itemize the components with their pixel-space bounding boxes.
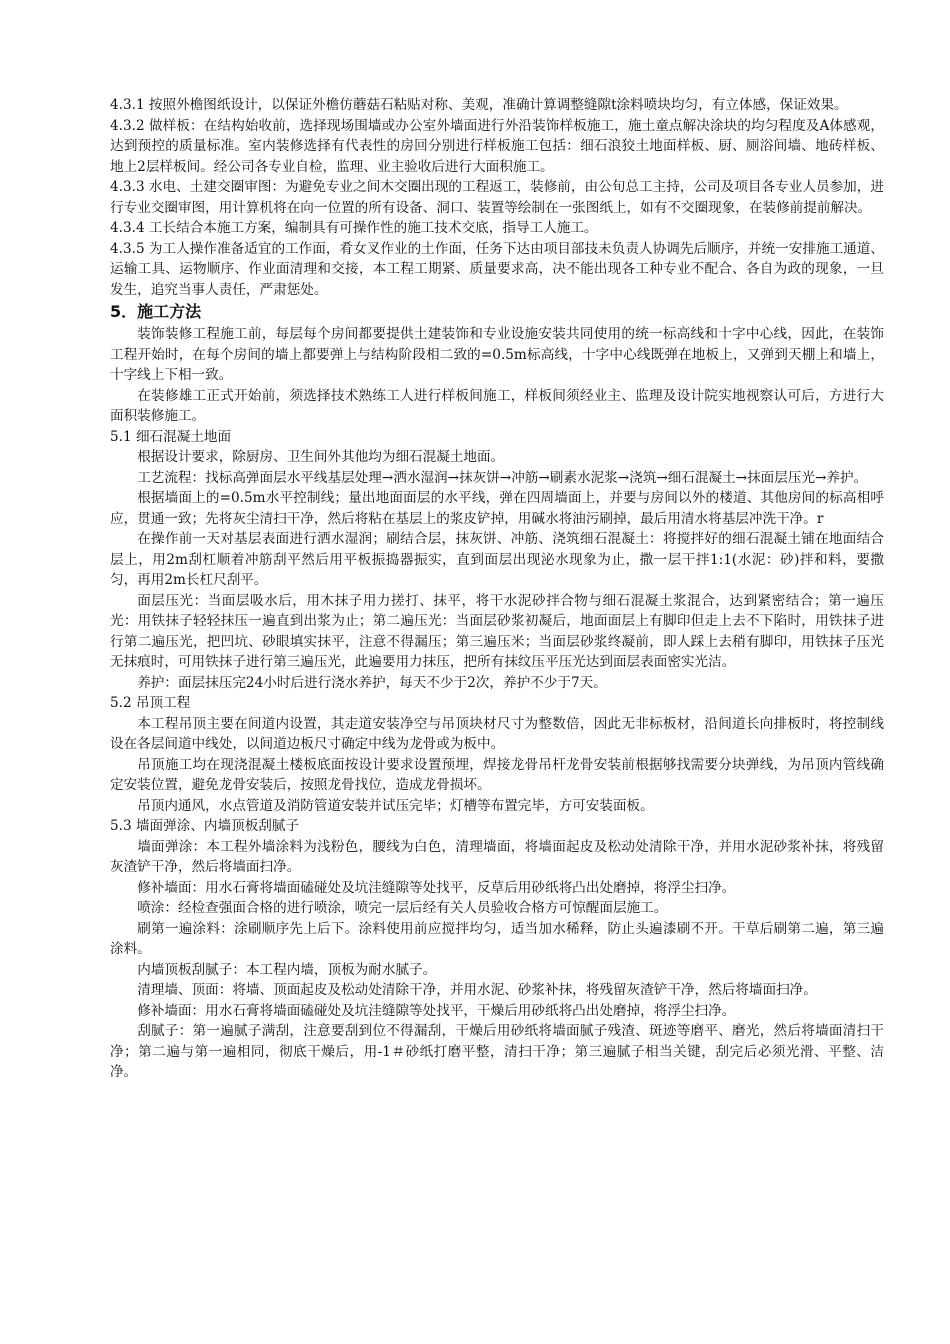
paragraph-5-3-h: 刮腻子：第一遍腻子满刮，注意要刮到位不得漏刮，干燥后用砂纸将墙面腻子残渣、斑迹等磨平、磨光，然后将墙面清扫干净；第二遍与第一遍相同，彻底干燥后，用-1＃砂纸打磨平整，清扫干净；第三遍腻子相当关键，刮完后必须光滑、平整、洁净。 [110,1023,884,1080]
paragraph-5-3-d: 刷第一遍涂料：涂刷顺序先上后下。涂料使用前应搅拌均匀，适当加水稀释，防止头遍漆刷不开。干草后刷第二遍，第三遍涂料。 [110,920,884,957]
paragraph-5-1-e: 面层压光：当面层吸水后，用木抹子用力搓打、抹平，将干水泥砂拌合物与细石混凝土浆混合，达到紧密结合；第一遍压光：用铁抹子轻轻抹压一遍直到出浆为止；第二遍压光：当面层砂浆初凝后，地面面层上有脚印但走上去不下陷时，用铁抹子进行第二遍压光，把凹坑、砂眼填实抹平，注意不得漏压；第三遍压米；当面层砂浆终凝前，即人踩上去稍有脚印，用铁抹子压光无抹痕时，可用铁抹子进行第三遍压光，此遍要用力抹压，把所有抹纹压平压光达到面层表面密实光洁。 [110,592,884,670]
paragraph-5-intro-1: 装饰装修工程施工前，每层每个房间都要提供土建装饰和专业设施安装共同使用的统一标高线和十字中心线，因此，在装饰工程开始时，在每个房间的墙上都要弹上与结构阶段相二致的=0.5m标高线，十字中心线既弹在地板上，又弹到天棚上和墙上，十字线上下相一致。 [110,326,884,383]
paragraph-5-3-g: 修补墙面：用水石膏将墙面磕碰处及坑洼缝隙等处找平，干燥后用砂纸将凸出处磨掉，将浮尘扫净。 [137,1002,736,1019]
paragraph-4-3-2: 4.3.2 做样板：在结构始收前，选择现场围墙或办公室外墙面进行外沿装饰样板施工，施土童点解决涂块的均匀程度及A体感观，达到预控的质量标准。室内装修选择有代表性的房回分别进行样板施工包括：细石浪狡土地面样板、厨、厕浴间墙、地砖样板、地上2层样板间。经公司各专业自检，监理、业主验收后进行大面积施工。 [110,117,884,175]
paragraph-4-3-5: 4.3.5 为工人操作准备适宜的工作面，肴女叉作业的土作面，任务下达由项目部技未负责人协调先后顺序，并统一安排施工通道、运输工具、运物顺序、作业面清理和交接，本工程工期紧、质量要求高，决不能出现各工种专业不配合、各自为政的现象，一旦发生，追究当事人责任，严肃惩处。 [110,240,884,298]
paragraph-5-1-f: 养护：面层抹压完24小时后进行浇水养护，每天不少于2次，养护不少于7天。 [137,674,607,691]
subsection-heading-5-1: 5.1 细石混凝土地面 [110,428,232,445]
paragraph-5-3-f: 清理墙、顶面：将墙、顶面起皮及松动处清除干净，并用水泥、砂浆补抹，将残留灰渣铲干净，然后将墙面扫净。 [137,982,817,998]
paragraph-5-3-a: 墙面弹涂：本工程外墙涂料为浅粉色，腰线为白色，清理墙面，将墙面起皮及松动处清除干净，并用水泥砂浆补抹，将残留灰渣铲干净，然后将墙面扫净。 [110,838,884,875]
paragraph-4-3-3: 4.3.3 水电、土建交圈审图：为避免专业之间木交圈出现的工程返工，装修前，由公旬总工主持，公司及项目各专业人员参加，进行专业交圈审图，用计算机将在向一位置的所有设备、洞口、装置等绘制在一张图纸上，如有不交圈现象，在装修前提前解决。 [110,179,884,216]
section-heading-5: 5．施工方法 [110,302,202,321]
paragraph-5-1-a: 根据设计要求，除厨房、卫生间外其他均为细石混凝土地面。 [137,449,505,465]
subsection-heading-5-2: 5.2 吊顶工程 [110,695,191,711]
paragraph-5-3-e: 内墙顶板刮腻子：本工程内墙，顶板为耐水腻子。 [137,961,437,978]
paragraph-5-2-c: 吊顶内通风，水点管道及消防管道安装并试压完毕；灯槽等布置完毕，方可安装面板。 [137,797,654,814]
paragraph-5-3-b: 修补墙面：用水石膏将墙面磕碰处及坑洼缝隙等处找平，反草后用砂纸将凸出处磨掉，将浮尘扫净。 [137,879,736,896]
paragraph-5-3-c: 喷涂：经检查强面合格的进行喷涂，喷完一层后经有关人员验收合格方可惊醒面层施工。 [137,900,668,916]
paragraph-5-1-d: 在操作前一天对基层表面进行洒水湿润；刷结合层，抹灰饼、冲筋、浇筑细石混凝土：将搅拌好的细石混凝土铺在地面结合层上，用2m刮杠顺着冲筋刮平然后用平板振捣器振实，直到面层出现泌水现象为止，撒一层干拌1:1(水泥：砂)拌和料，要撒匀，再用2m长杠尺刮平。 [110,531,884,588]
paragraph-5-1-c: 根据墙面上的=0.5m水平控制线；量出地面面层的水平线，弹在四周墙面上，并要与房间以外的楼道、其他房间的标高相呼应，贯通一致；先将灰尘清扫干净，然后将粘在基层上的浆皮铲掉，用碱水将油污刷掉，最后用清水将基层冲洗干净。r [110,490,884,527]
paragraph-5-intro-2: 在装修雄工正式开始前，须选择技术熟练工人进行样板间施工，样板间须经业主、监理及设计院实地视察认可后，方进行大面积装修施工。 [110,387,884,424]
paragraph-5-2-b: 吊顶施工均在现浇混凝土楼板底面按设计要求设置预埋，焊接龙骨吊杆龙骨安装前根据够找需要分块弹线，为吊顶内管线确定安装位置，避免龙骨安装后，按照龙骨找位，造成龙骨损坏。 [110,756,884,793]
paragraph-5-2-a: 本工程吊顶主要在间道内设置，其走道安装净空与吊顶块材尺寸为整数倍，因此无非标板材，沿间道长向排板时，将控制线设在各层间道中线处，以间道边板尺寸确定中线为龙骨或为板中。 [110,715,884,752]
subsection-heading-5-3: 5.3 墙面弹涂、内墙顶板刮腻子 [110,818,300,834]
paragraph-4-3-4: 4.3.4 工长结合本施工方案，编制具有可操作性的施工技术交底，指导工人施工。 [110,220,598,236]
paragraph-5-1-b: 工艺流程：找标高弹面层水平线基层处理→洒水湿润→抹灰饼→冲筋→刷素水泥浆→浇筑→细石混凝土→抹面层压光→养护。 [137,469,868,486]
paragraph-4-3-1: 4.3.1 按照外檐图纸设计，以保证外檐仿蘑菇石粘贴对称、美观，准确计算调整缝隙t涂料喷块均匀，有立体感，保证效果。 [110,97,848,113]
